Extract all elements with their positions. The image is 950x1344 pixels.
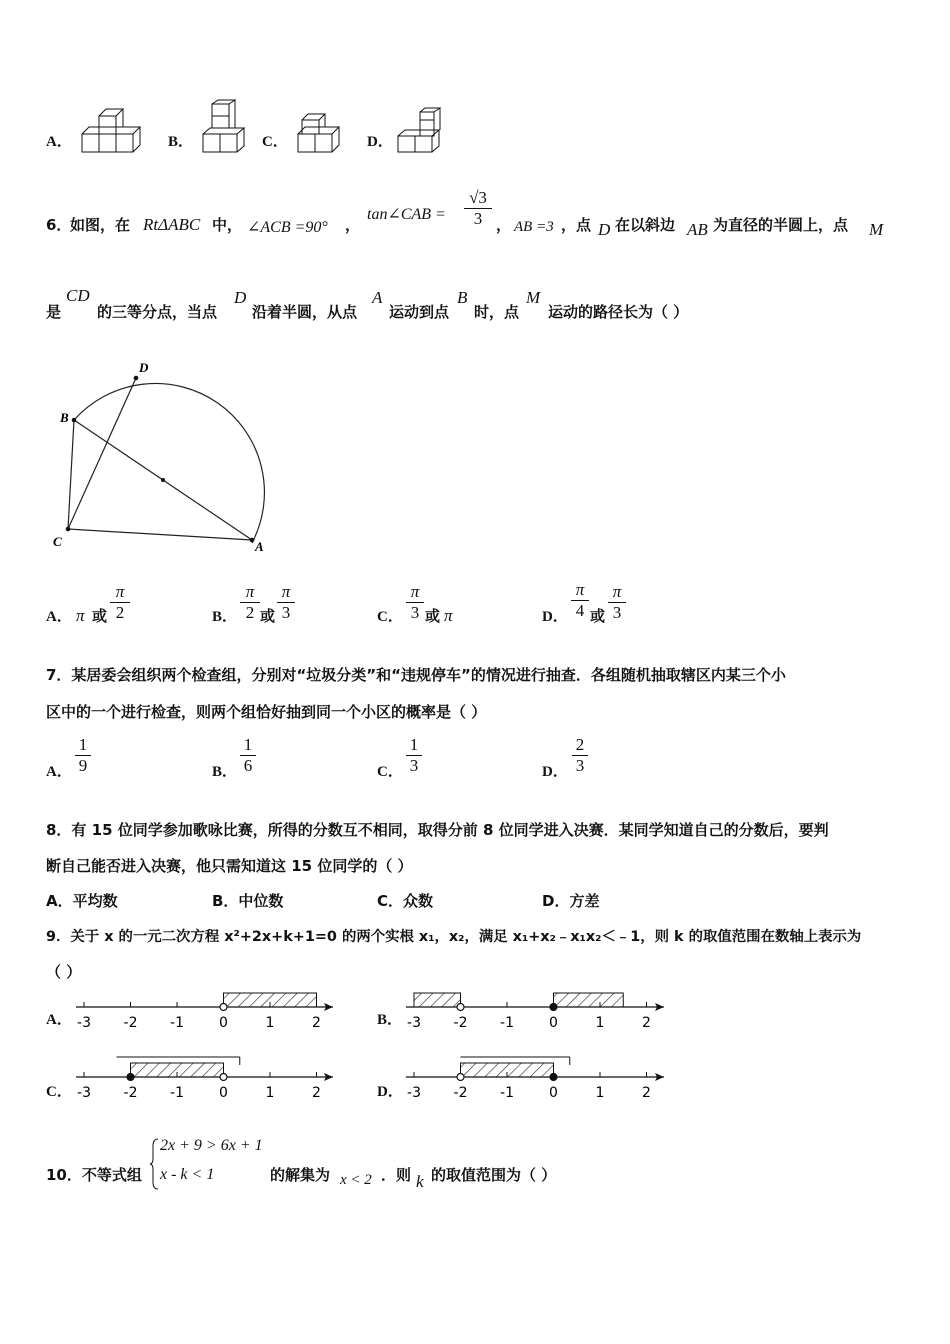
q7-option-a-label[interactable]: A． bbox=[46, 764, 72, 780]
q6-point-m: M bbox=[869, 220, 884, 239]
q6-b-den-2: 3 bbox=[281, 603, 291, 622]
q6-text-1: 如图，在 bbox=[70, 216, 131, 234]
q9-a-tick-label: -1 bbox=[170, 1015, 184, 1031]
q6-option-b-label[interactable]: B． bbox=[212, 609, 238, 625]
q5-option-c-label[interactable]: C． bbox=[262, 134, 288, 150]
q6-point-d-2: D bbox=[234, 288, 247, 307]
q10-number: 10．不等式组 bbox=[46, 1166, 142, 1184]
q6-option-a-label[interactable]: A． bbox=[46, 609, 72, 625]
q6-tan-den: 3 bbox=[473, 209, 483, 228]
q9-d-tick-label: 0 bbox=[549, 1085, 558, 1101]
q9-b-tick-label: 2 bbox=[642, 1015, 651, 1031]
q6-tan: tan∠CAB = bbox=[367, 206, 446, 223]
q9-b-tick-label: 0 bbox=[549, 1015, 558, 1031]
q6-c-or: 或 bbox=[425, 607, 441, 625]
q6-option-c-label[interactable]: C． bbox=[377, 609, 403, 625]
q6-triangle: RtΔABC bbox=[143, 215, 201, 234]
q9-b-endpoint bbox=[550, 1004, 557, 1011]
q6-angle: ∠ACB =90° bbox=[247, 219, 328, 236]
q9-c-endpoint bbox=[127, 1074, 134, 1081]
q9-d-tick-label: -2 bbox=[453, 1085, 468, 1101]
q9-c-tick-label: -2 bbox=[123, 1085, 138, 1101]
q9-b-tick-label: 1 bbox=[595, 1015, 605, 1031]
q6-b-or: 或 bbox=[260, 607, 276, 625]
q6-segment-ab: AB bbox=[687, 220, 708, 239]
q6-point-b: B bbox=[457, 288, 468, 307]
q9-c-tick-label: 0 bbox=[219, 1085, 228, 1101]
q6-line2-a: 是 bbox=[46, 303, 62, 321]
q6-text-2: 中， bbox=[212, 216, 243, 234]
q6-b-den-1: 2 bbox=[245, 603, 255, 622]
q10-inequality-2: x - k < 1 bbox=[160, 1166, 215, 1183]
q7-option-c-label[interactable]: C． bbox=[377, 764, 403, 780]
q9-option-c-label[interactable]: C． bbox=[46, 1084, 72, 1100]
q6-a-num: π bbox=[110, 582, 130, 603]
q6-b-num-2: π bbox=[277, 582, 295, 603]
q9-d-tick-label: -3 bbox=[407, 1085, 421, 1101]
q9-b-shaded-region bbox=[414, 993, 461, 1007]
q9-option-b-label[interactable]: B． bbox=[377, 1012, 403, 1028]
q9-a-tick-label: -3 bbox=[77, 1015, 91, 1031]
q9-a-tick-label: 0 bbox=[219, 1015, 228, 1031]
q9-c-endpoint bbox=[220, 1074, 227, 1081]
q5-option-d-label[interactable]: D． bbox=[367, 134, 393, 150]
q6-d-num-1: π bbox=[571, 580, 589, 601]
q9-line-1: 9．关于 x 的一元二次方程 x²+2x+k+1=0 的两个实根 x₁，x₂，满足 x₁+x₂﹣x₁x₂＜﹣1，则 k 的取值范围在数轴上表示为 bbox=[46, 929, 862, 945]
q9-b-tick-label: -3 bbox=[407, 1015, 421, 1031]
q7-line-2: 区中的一个进行检查，则两个组恰好抽到同一个小区的概率是（ ） bbox=[46, 703, 487, 721]
q7-a-num: 1 bbox=[75, 735, 91, 756]
q9-d-shaded-region bbox=[461, 1063, 554, 1077]
q9-d-tick-label: 1 bbox=[595, 1085, 605, 1101]
q7-b-den: 6 bbox=[243, 756, 253, 775]
q9-a-endpoint bbox=[220, 1004, 227, 1011]
q10-text-2: ．则 bbox=[381, 1166, 412, 1184]
q6-d-den-2: 3 bbox=[612, 603, 622, 622]
q6-ab: AB =3 bbox=[514, 219, 554, 235]
q9-b-tick-label: -1 bbox=[500, 1015, 514, 1031]
fig-label-c: C bbox=[53, 534, 62, 549]
q7-c-den: 3 bbox=[409, 756, 419, 775]
q6-line2-b: 的三等分点，当点 bbox=[97, 303, 218, 321]
q9-c-tick-label: -1 bbox=[170, 1085, 184, 1101]
q6-line2-c: 沿着半圆，从点 bbox=[252, 303, 358, 321]
q10-brace bbox=[150, 1138, 160, 1190]
q6-text-5: 为直径的半圆上，点 bbox=[713, 216, 849, 234]
q6-option-d-label[interactable]: D． bbox=[542, 609, 568, 625]
fig-label-a: A bbox=[255, 539, 264, 554]
q10-k: k bbox=[416, 1172, 424, 1191]
q9-line-2: （ ） bbox=[46, 963, 82, 981]
q6-d-den-1: 4 bbox=[575, 601, 585, 620]
q6-c-den: 3 bbox=[410, 603, 420, 622]
q7-d-den: 3 bbox=[575, 756, 585, 775]
q8-option-d[interactable]: D．方差 bbox=[542, 892, 600, 910]
q6-text-3: ，点 bbox=[561, 216, 592, 234]
q6-b-num-1: π bbox=[240, 582, 260, 603]
q9-d-tick-label: 2 bbox=[642, 1085, 651, 1101]
q7-option-b-label[interactable]: B． bbox=[212, 764, 238, 780]
q7-c-num: 1 bbox=[406, 735, 422, 756]
q7-d-num: 2 bbox=[572, 735, 588, 756]
q9-b-tick-label: -2 bbox=[453, 1015, 468, 1031]
q6-c-num: π bbox=[406, 582, 424, 603]
q9-d-tick-label: -1 bbox=[500, 1085, 514, 1101]
q8-option-c[interactable]: C．众数 bbox=[377, 892, 434, 910]
q6-point-d: D bbox=[598, 220, 611, 239]
q6-a-pi: π bbox=[76, 606, 85, 625]
q7-b-num: 1 bbox=[240, 735, 256, 756]
q9-a-tick-label: -2 bbox=[123, 1015, 138, 1031]
q9-a-shaded-region bbox=[224, 993, 317, 1007]
q9-c-tick-label: 1 bbox=[265, 1085, 275, 1101]
q5-option-a-label[interactable]: A． bbox=[46, 134, 72, 150]
q8-line-2: 断自己能否进入决赛，他只需知道这 15 位同学的（ ） bbox=[46, 857, 413, 875]
q6-c-pi: π bbox=[444, 606, 453, 625]
q6-tan-num: √3 bbox=[464, 188, 492, 209]
q7-a-den: 9 bbox=[78, 756, 88, 775]
q6-point-m-2: M bbox=[526, 288, 541, 307]
q10-text-1: 的解集为 bbox=[270, 1166, 331, 1184]
q9-option-d-label[interactable]: D． bbox=[377, 1084, 403, 1100]
q9-b-shaded-region bbox=[554, 993, 624, 1007]
q6-d-num-2: π bbox=[608, 582, 626, 603]
q9-a-tick-label: 2 bbox=[312, 1015, 321, 1031]
q9-a-tick-label: 1 bbox=[265, 1015, 275, 1031]
q9-option-a-label[interactable]: A． bbox=[46, 1012, 72, 1028]
q6-line2-f: 运动的路径长为（ ） bbox=[548, 303, 689, 321]
q9-d-endpoint bbox=[457, 1074, 464, 1081]
q6-comma-2: ， bbox=[496, 216, 512, 234]
q9-c-tick-label: -3 bbox=[77, 1085, 91, 1101]
fig-label-d: D bbox=[139, 360, 149, 375]
q6-line2-d: 运动到点 bbox=[389, 303, 450, 321]
q6-point-a: A bbox=[372, 288, 383, 307]
q6-a-den: 2 bbox=[115, 603, 125, 622]
q6-d-or: 或 bbox=[590, 607, 606, 625]
q9-c-shaded-region bbox=[131, 1063, 224, 1077]
q6-text-4: 在以斜边 bbox=[615, 216, 676, 234]
q7-option-d-label[interactable]: D． bbox=[542, 764, 568, 780]
q8-option-a[interactable]: A．平均数 bbox=[46, 892, 118, 910]
q9-c-tick-label: 2 bbox=[312, 1085, 321, 1101]
q6-comma-1: ， bbox=[345, 216, 361, 234]
q6-line2-e: 时，点 bbox=[474, 303, 520, 321]
q6-a-or: 或 bbox=[92, 607, 108, 625]
q5-option-b-label[interactable]: B． bbox=[168, 134, 194, 150]
q8-option-b[interactable]: B．中位数 bbox=[212, 892, 284, 910]
q8-line-1: 8．有 15 位同学参加歌咏比赛，所得的分数互不相同，取得分前 8 位同学进入决赛．某同学知道自己的分数后，要判 bbox=[46, 821, 829, 839]
q6-number: 6． bbox=[46, 216, 72, 234]
fig-label-b: B bbox=[60, 410, 69, 425]
q7-line-1: 7．某居委会组织两个检查组，分别对“垃圾分类”和“违规停车”的情况进行抽查．各组随机抽取辖区内某三个小 bbox=[46, 666, 786, 684]
q10-inequality-1: 2x + 9 > 6x + 1 bbox=[160, 1137, 263, 1154]
q6-segment-cd: CD bbox=[66, 286, 90, 305]
q10-solution: x < 2 bbox=[340, 1172, 372, 1188]
q9-d-endpoint bbox=[550, 1074, 557, 1081]
q9-b-endpoint bbox=[457, 1004, 464, 1011]
q10-text-3: 的取值范围为（ ） bbox=[431, 1166, 557, 1184]
